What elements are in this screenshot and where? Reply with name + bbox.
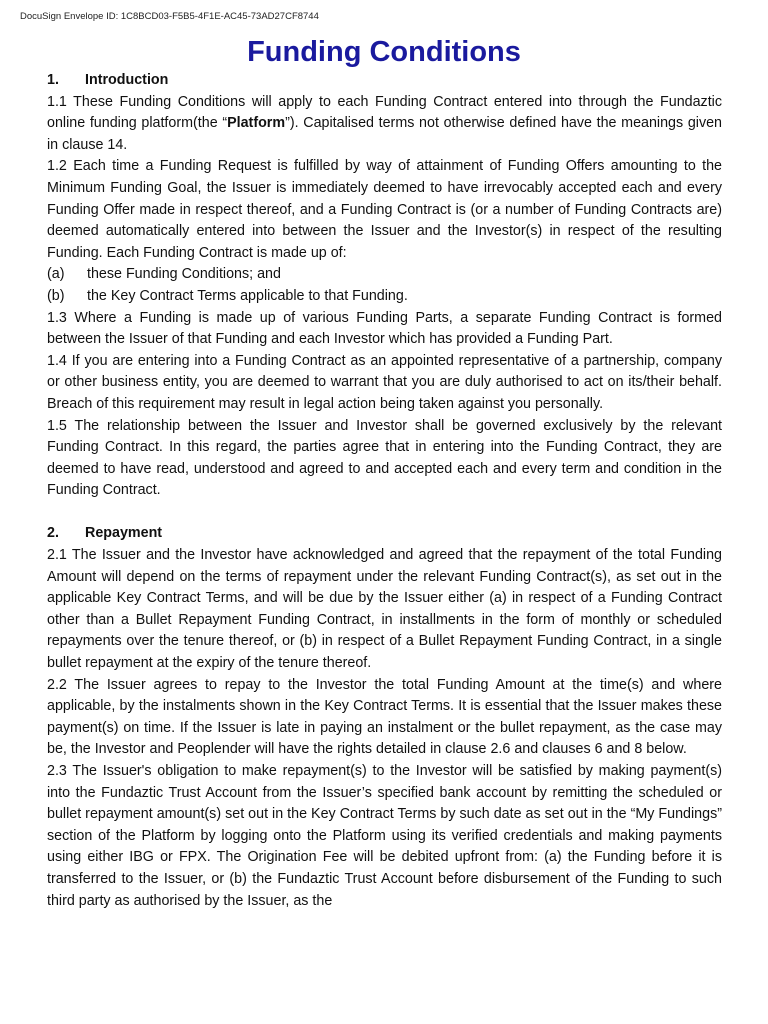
- clause-1-4: 1.4 If you are entering into a Funding Contract as an appointed representative of a partnership, company or other business entity, you are deemed to warrant that you are duly authorised to act on its/their behalf. Breach of this requirement may result in legal action being taken against you personally.: [47, 352, 722, 412]
- section-title: Repayment: [85, 525, 163, 542]
- list-label: (b): [47, 287, 65, 304]
- defined-term: Platform: [227, 115, 286, 132]
- section-1-heading: [47, 70, 722, 92]
- clause-1-1: [47, 92, 722, 157]
- clause-2-2: 2.2 The Issuer agrees to repay to the Investor the total Funding Amount at the time(s) and where applicable, by the instalments shown in the Key Contract Terms. It is essential that the Issuer makes these payment(s) on time. If the Issuer is late in paying an instalment or the bullet repayment, as the case may be, the Investor and Peoplender will have the rights detailed in clause 2.6 and clauses 6 and 8 below.: [47, 676, 722, 758]
- clause-1-3: 1.3 Where a Funding is made up of various Funding Parts, a separate Funding Contract is formed between the Issuer of that Funding and each Investor which has provided a Funding Part.: [47, 309, 722, 348]
- list-item-b: [47, 286, 722, 308]
- clause-2-3: 2.3 The Issuer's obligation to make repayment(s) to the Investor will be satisfied by making payment(s) into the Fundaztic Trust Account from the Issuer’s specified bank account by remitting the scheduled or bullet repayment amount(s) set out in the Key Contract Terms by such date as set out in the “My Fundings” section of the Platform by logging onto the Platform using its verified credentials and making payments using either IBG or FPX. The Origination Fee will be debited upfront from: (a) the Funding before it is transferred to the Issuer, or (b) the Fundaztic Trust Account before disbursement of the Funding to such third party as authorised by the Issuer, as the: [47, 763, 722, 909]
- page-title: Funding Conditions: [247, 36, 521, 68]
- clause-text: 1.1 These Funding Conditions will apply to each Funding Contract entered into through the Fundaztic online funding platform(the “: [47, 93, 722, 132]
- list-text: these Funding Conditions; and: [87, 266, 281, 283]
- section-2-heading: [47, 523, 722, 545]
- list-text: the Key Contract Terms applicable to that Funding.: [87, 287, 408, 304]
- section-title: Introduction: [85, 72, 169, 88]
- clause-2-1: 2.1 The Issuer and the Investor have acknowledged and agreed that the repayment of the total Funding Amount will depend on the terms of repayment under the relevant Funding Contract(s), as set out in the applicable Key Contract Terms, and will be due by the Issuer either (a) in respect of a Funding Contract other than a Bullet Repayment Funding Contract, in installments in the form of monthly or scheduled repayments over the tenure thereof, or (b) in respect of a Bullet Repayment Funding Contract, in a single bullet repayment at the expiry of the tenure thereof.: [47, 547, 722, 672]
- clause-1-2: 1.2 Each time a Funding Request is fulfilled by way of attainment of Funding Offers amounting to the Minimum Funding Goal, the Issuer is immediately deemed to have irrevocably accepted each and every Funding Offer made in respect thereof, and a Funding Contract is (or a number of Funding Contracts are) deemed automatically entered into between the Issuer and the Investor(s) in respect of the resulting Funding. Each Funding Contract is made up of:: [47, 158, 722, 261]
- clause-text: ”). Capitalised terms not otherwise defined have the meanings given in clause 14.: [47, 115, 722, 153]
- clause-1-5: 1.5 The relationship between the Issuer and Investor shall be governed exclusively by the relevant Funding Contract. In this regard, the parties agree that in entering into the Funding Contract, they are deemed to have read, understood and agreed to and accepted each and every term and condition in the Funding Contract.: [47, 417, 722, 499]
- list-item-a: [47, 264, 722, 286]
- list-label: (a): [47, 266, 65, 283]
- section-number: 1.: [47, 72, 59, 88]
- envelope-id: DocuSign Envelope ID: 1C8BCD03-F5B5-4F1E-AC45-73AD27CF8744: [20, 11, 319, 22]
- spacer: [47, 502, 722, 524]
- section-number: 2.: [47, 525, 59, 542]
- document-body: [47, 70, 722, 912]
